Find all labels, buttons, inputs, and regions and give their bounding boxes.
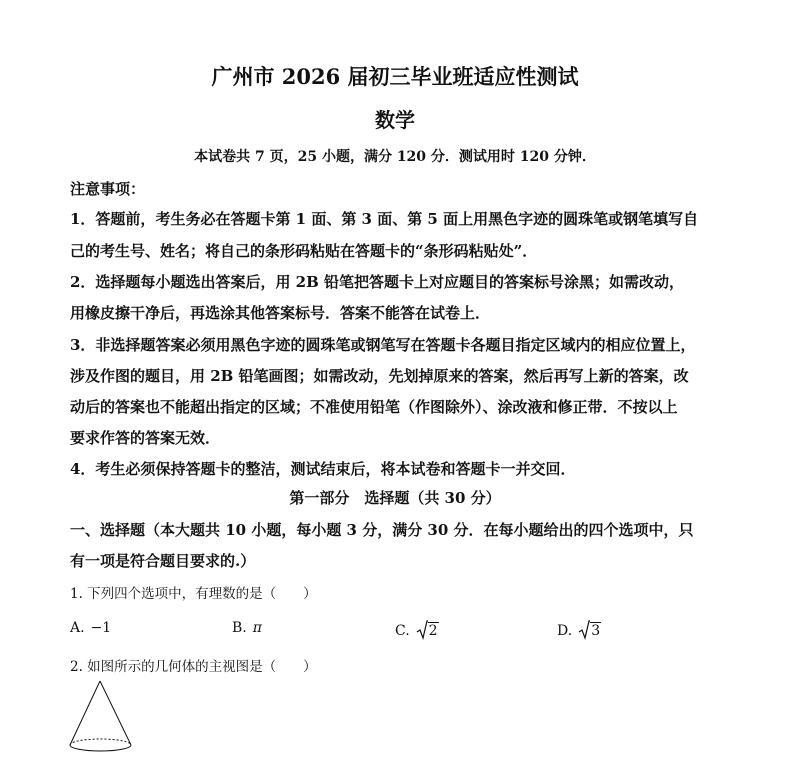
- notice-line: 3．非选择题答案必须用黑色字迹的圆珠笔或钢笔写在答题卡各题目指定区域内的相应位置上，: [70, 336, 696, 354]
- notice-heading: 注意事项：: [70, 180, 146, 198]
- option-label: D.: [557, 623, 573, 639]
- notice-line: 4．考生必须保持答题卡的整洁，测试结束后，将本试卷和答题卡一并交回．: [70, 460, 576, 478]
- cone-left-edge: [70, 681, 100, 745]
- exam-title: 广州市 2026 届初三毕业班适应性测试: [211, 64, 579, 89]
- option-label: B.: [232, 620, 247, 636]
- question-1-text: 1. 下列四个选项中，有理数的是（ ）: [70, 586, 317, 602]
- exam-info: 本试卷共 7 页，25 小题，满分 120 分．测试用时 120 分钟．: [194, 149, 596, 165]
- section-instructions: 有一项是符合题目要求的.）: [70, 552, 256, 570]
- notice-line: 用橡皮擦干净后，再选涂其他答案标号．答案不能答在试卷上．: [70, 304, 491, 322]
- option-value: −1: [90, 620, 112, 636]
- option-b: [232, 620, 262, 636]
- option-value: 3: [591, 623, 601, 639]
- cone-figure: [66, 678, 136, 760]
- option-d: [557, 620, 601, 640]
- sqrt-expression: [416, 620, 439, 640]
- notice-line: 1．答题前，考生务必在答题卡第 1 面、第 3 面、第 5 面上用黑色字迹的圆珠笔或钢笔填写自: [70, 210, 699, 228]
- notice-line: 己的考生号、姓名；将自己的条形码粘贴在答题卡的“条形码粘贴处”．: [70, 242, 538, 260]
- cone-base-back: [70, 739, 131, 745]
- section-title: 第一部分 选择题（共 30 分）: [289, 489, 501, 507]
- option-value: 2: [428, 623, 438, 639]
- section-instructions: 一、选择题（本大题共 10 小题，每小题 3 分，满分 30 分．在每小题给出的四个选项中，只: [70, 521, 694, 539]
- option-label: C.: [395, 623, 410, 639]
- sqrt-expression: [578, 620, 601, 640]
- exam-subject: 数学: [375, 108, 415, 132]
- radical-sign-icon: [578, 620, 590, 640]
- notice-line: 动后的答案也不能超出指定的区域；不准使用铅笔（作图除外）、涂改液和修正带．不按以上: [70, 398, 678, 416]
- notice-line: 要求作答的答案无效．: [70, 429, 221, 447]
- option-label: A.: [70, 620, 85, 636]
- notice-line: 涉及作图的题目，用 2B 铅笔画图；如需改动，先划掉原来的答案，然后再写上新的答案，改: [70, 367, 689, 385]
- cone-base-front: [70, 745, 131, 751]
- option-value: π: [252, 620, 262, 636]
- radical-sign-icon: [416, 620, 428, 640]
- cone-right-edge: [100, 681, 131, 745]
- question-2-text: 2. 如图所示的几何体的主视图是（ ）: [70, 659, 317, 675]
- option-c: [395, 620, 439, 640]
- option-a: [70, 620, 111, 636]
- notice-line: 2．选择题每小题选出答案后，用 2B 铅笔把答题卡上对应题目的答案标号涂黑；如需改动，: [70, 273, 685, 291]
